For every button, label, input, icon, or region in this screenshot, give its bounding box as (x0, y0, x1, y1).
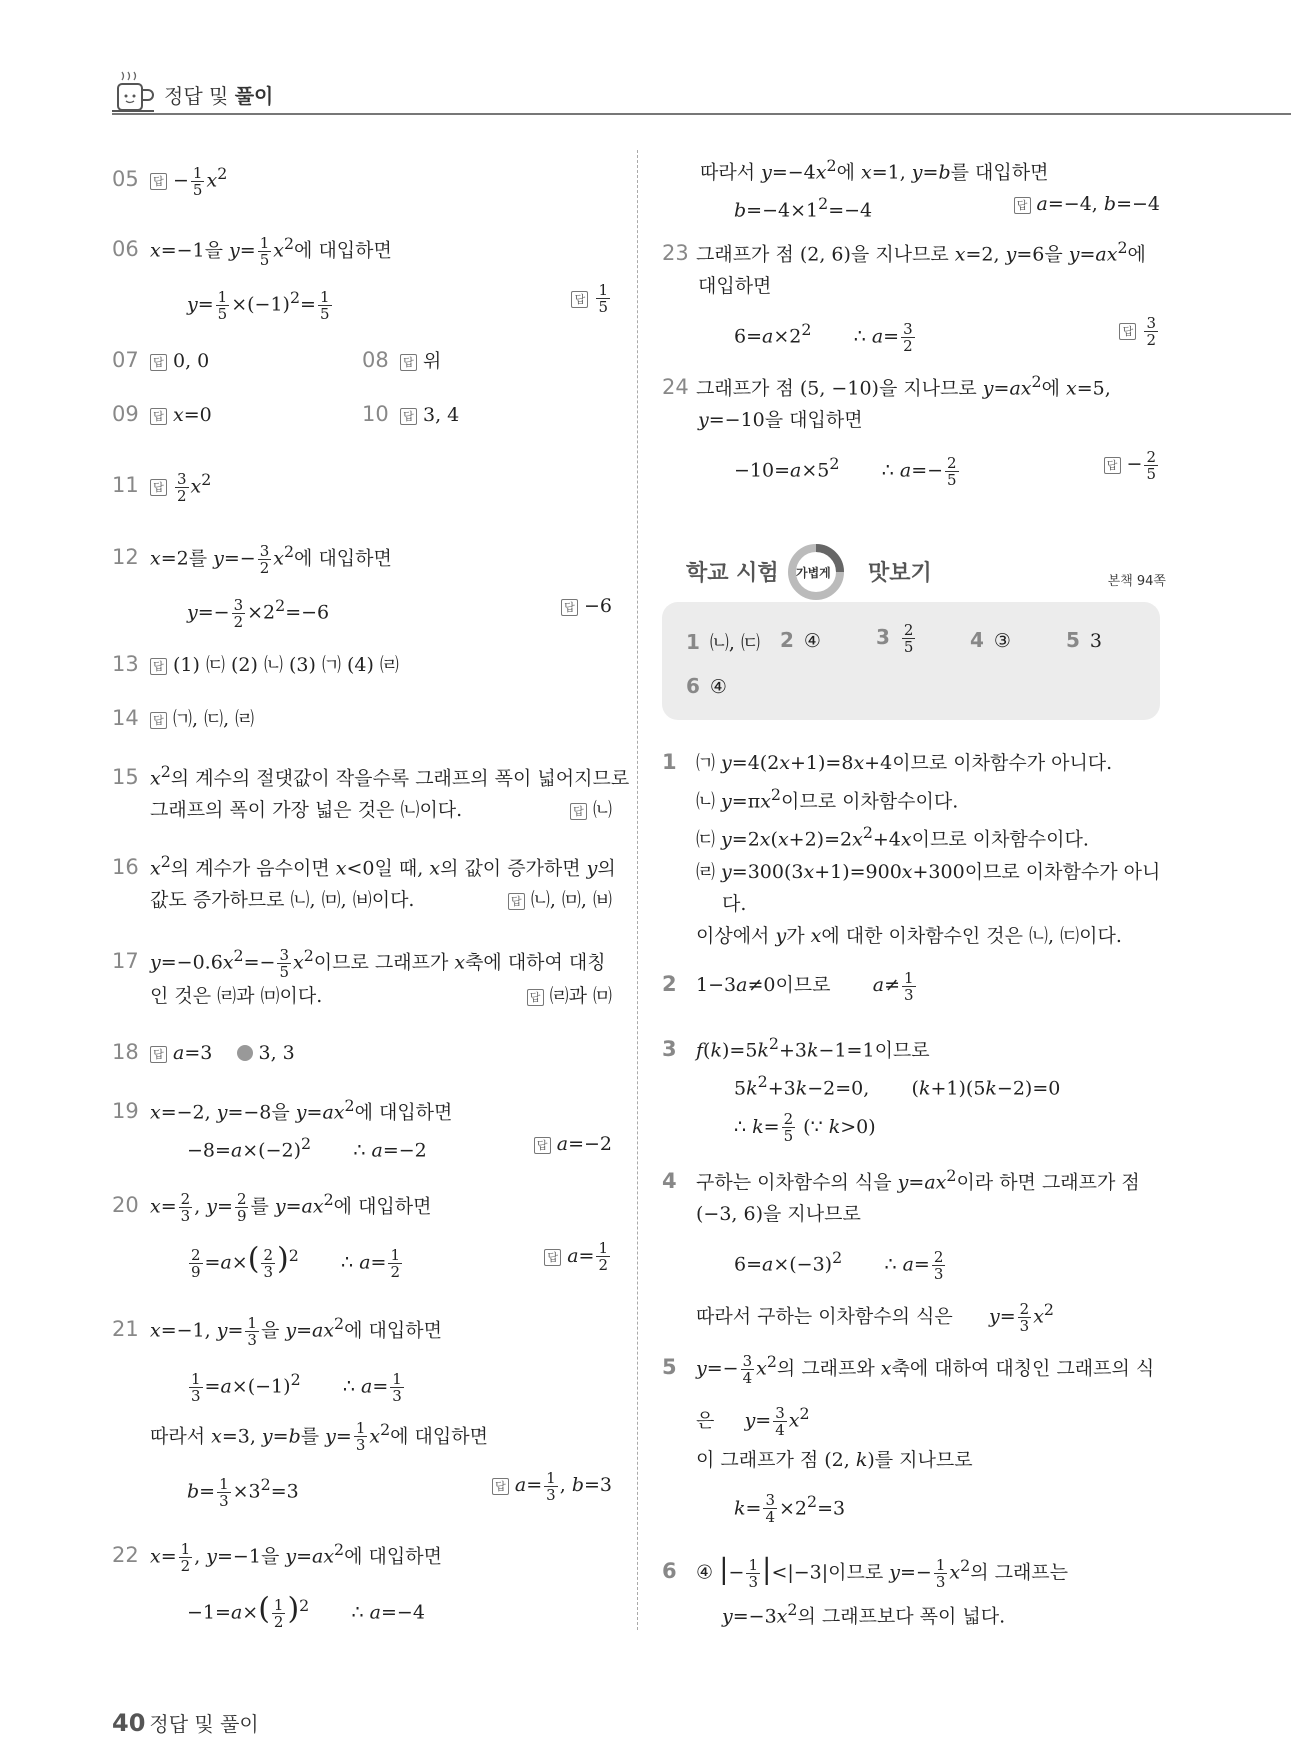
answer-06: 06 x=−1을 y= $\frac{1}{5}$ $x^2$에 대입하면 y= $\frac{1}{5}$ $\times(-1)^2=$ $\frac{1}{5}$ 답 $\frac{1}{5}$ (112, 228, 612, 322)
test-item: 3 $\frac{2}{5}$ (876, 621, 914, 656)
answer-24: 24 그래프가 점 (5, −10)을 지나므로 $y=ax^2$에 x=5, y=−10을 대입하면 $-10=a\times 5^2$ ∴ a=− $\frac{2}{5}$ 답 − $\frac{2}{5}$ (662, 366, 1160, 488)
header-rule (112, 113, 1291, 115)
pencil-icon (237, 1045, 253, 1061)
mini-test-answer-box (662, 602, 1160, 720)
answer-13: 13답 (1) ㈂ (2) ㈁ (3) ㈀ (4) ㈃ (112, 648, 399, 681)
page-title: 정답 및 풀이 (164, 84, 274, 108)
test-item: 1 ㈁, ㈂ (686, 630, 761, 654)
solution-5: 5 y=− $\frac{3}{4}$ $x^2$의 그래프와 x축에 대하여 대칭인 그래프의 식 은 y= $\frac{3}{4}$ $x^2$ 이 그래프가 점 (2, k)를 지나므로 k= $\frac{3}{4}$ $\times 2^2=3$ (662, 1351, 1155, 1527)
answer-20: 20 x= $\frac{2}{3}$ , y= $\frac{2}{9}$ 를 $y=ax^2$에 대입하면 $\frac{2}{9}$ =a×( $\frac{2}{3}$ )$^2$ ∴ a= $\frac{1}{2}$ 답 a= $\frac{1}{2}$ (112, 1184, 612, 1280)
answer-mark-icon (150, 173, 167, 190)
column-divider (637, 150, 638, 1630)
page-header (0, 0, 1291, 118)
answer-17: 17 $y=-0.6x^2=-$ $\frac{3}{5}$ $x^2$이므로 그래프가 x축에 대하여 대칭 인 것은 ㈃과 ㈄이다. 답 ㈃과 ㈄ (112, 940, 612, 1012)
answer-11: 11답 $\frac{3}{2}$ $x^2$ (112, 464, 211, 504)
test-item: 4 ③ (970, 628, 1011, 652)
footer-label: 정답 및 풀이 (149, 1712, 259, 1736)
answer-21: 21 x=−1, y= $\frac{1}{3}$ 을 $y=ax^2$에 대입하면 $\frac{1}{3}$ $=a\times(-1)^2$ ∴ a= $\frac{1}{3}$ 따라서 x=3, y=b를 y= $\frac{1}{3}$ $x^2$에 대입하면 b= $\frac{1}{3}$ $\times 3^2=3$ 답 a= $\frac{1}{3}$ , b=3 (112, 1308, 612, 1509)
page-footer (112, 1708, 259, 1737)
page-number: 40 (112, 1709, 146, 1737)
test-item: 2 ④ (780, 628, 821, 652)
answer-12: 12 x=2를 y=− $\frac{3}{2}$ $x^2$에 대입하면 y=− $\frac{3}{2}$ $\times 2^2=-6$ 답 −6 (112, 536, 612, 630)
answer-19: 19 x=−2, y=−8을 $y=ax^2$에 대입하면 $-8=a\times(-2)^2$ ∴ a=−2 답 a=−2 (112, 1090, 612, 1167)
answer-14: 14답 ㈀, ㈂, ㈃ (112, 702, 254, 735)
answer-22: 22 x= $\frac{1}{2}$ , y=−1을 $y=ax^2$에 대입하면 −1=a×( $\frac{1}{2}$ )$^2$ ∴ a=−4 (112, 1539, 442, 1631)
answer-22-continued: 따라서 $y=-4x^2$에 x=1, y=b를 대입하면 $b=-4\times 1^2=-4$ 답 a=−4, b=−4 (662, 150, 1160, 227)
answer-05: 05답 − $\frac{1}{5}$ $x^2$ (112, 158, 227, 198)
solution-3: 3 $f(k)=5k^2+3k-1=1$이므로 $5k^2+3k-2=0$, (k+1)(5k−2)=0 ∴ k= $\frac{2}{5}$ (∵ k>0) (662, 1034, 1061, 1146)
answer-16: 16 $x^2$의 계수가 음수이면 x<0일 때, x의 값이 증가하면 y의 값도 증가하므로 ㈁, ㈄, ㈅이다. 답 ㈁, ㈄, ㈅ (112, 846, 612, 916)
answer-09: 09답 x=0 (112, 398, 212, 431)
coffee-cup-icon (112, 70, 158, 116)
answer-10: 10답 3, 4 (362, 398, 459, 431)
solution-6: 6 ④ |− $\frac{1}{3}$ |<|−3|이므로 y=− $\frac{1}{3}$ $x^2$의 그래프는 $y=-3x^2$의 그래프보다 폭이 넓다. (662, 1552, 1069, 1628)
mini-test-header: 학교 시험 가볍게 맛보기 본책 94쪽 (686, 548, 1166, 600)
test-item: 5 3 (1066, 628, 1103, 652)
answer-23: 23 그래프가 점 (2, 6)을 지나므로 x=2, y=6을 $y=ax^2$에 대입하면 $6=a\times 2^2$ ∴ a= $\frac{3}{2}$ 답 $\frac{3}{2}$ (662, 232, 1160, 354)
solution-4: 4 구하는 이차함수의 식을 $y=ax^2$이라 하면 그래프가 점 (−3, 6)을 지나므로 $6=a\times(-3)^2$ ∴ a= $\frac{2}{3}$ 따라서 구하는 이차함수의 식은 y= $\frac{2}{3}$ $x^2$ (662, 1166, 1140, 1335)
answer-18: 18답 a=3 3, 3 (112, 1036, 295, 1069)
solution-1: 1 ㈀ y=4(2x+1)=8x+4이므로 이차함수가 아니다. ㈁ $y=\pi x^2$이므로 이차함수이다. ㈂ $y=2x(x+2)=2x^2+4x$이므로 이차함수이다. ㈃ y=300(3x+1)=900x+300이므로 이차함수가 아니 다. 이상에서 y가 x에 대한 이차함수인 것은 ㈁, ㈂이다. (662, 750, 1161, 947)
answer-15: 15 $x^2$의 계수의 절댓값이 작을수록 그래프의 폭이 넓어지므로 그래프의 폭이 가장 넓은 것은 ㈁이다. 답 ㈁ (112, 756, 612, 826)
test-item: 6 ④ (686, 674, 727, 698)
answer-07: 07답 0, 0 (112, 344, 209, 377)
solution-2: 2 1−3a≠0이므로 a≠ $\frac{1}{3}$ (662, 968, 914, 1004)
answer-08: 08답 위 (362, 344, 441, 377)
